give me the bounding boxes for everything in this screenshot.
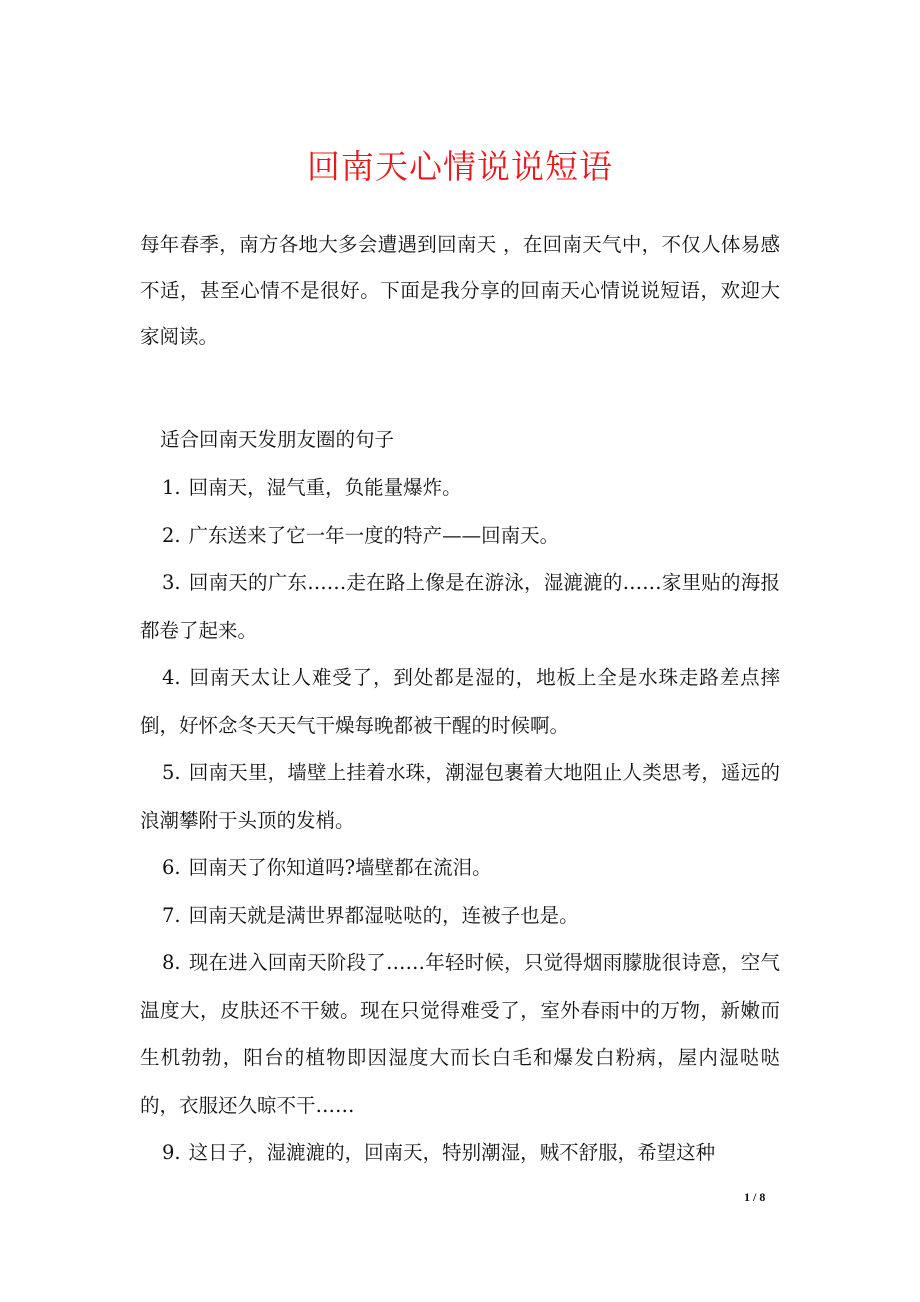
item-number: 7. [162,903,181,927]
item-text: 广东送来了它一年一度的特产——回南天。 [188,523,560,547]
list-item [140,654,780,749]
page-number: 1 / 8 [744,1190,766,1204]
item-text: 回南天的广东……走在路上像是在游泳，湿漉漉的……家里贴的海报都卷了起来。 [140,571,780,642]
item-number: 3. [162,571,181,594]
item-text: 回南天太让人难受了，到处都是湿的，地板上全是水珠走路差点摔倒，好怀念冬天天气干燥每晚都被干醒的时候啊。 [140,666,780,737]
list-item [140,749,780,844]
intro-paragraph: 每年春季，南方各地大多会遭遇到回南天 ，在回南天气中，不仅人体易感不适，甚至心情不是很好。下面是我分享的回南天心情说说短语，欢迎大家阅读。 [140,233,780,348]
list-item [140,892,780,940]
item-number: 4. [162,666,181,689]
item-number: 6. [162,856,181,879]
item-text: 现在进入回南天阶段了……年轻时候，只觉得烟雨朦胧很诗意，空气温度大，皮肤还不干皴。现在只觉得难受了，室外春雨中的万物，新嫩而生机勃勃，阳台的植物即因湿度大而长白毛和爆发白粉病，屋内湿哒哒的，衣服还久晾不干…… [140,951,780,1117]
sentence-list [140,464,780,1177]
item-text: 回南天了你知道吗?墙壁都在流泪。 [188,856,492,879]
item-text: 回南天里，墙壁上挂着水珠，潮湿包裹着大地阻止人类思考，遥远的浪潮攀附于头顶的发梢。 [140,761,780,832]
list-item [140,1129,780,1177]
item-number: 1. [162,476,181,499]
item-number: 5. [162,761,181,784]
item-number: 8. [162,951,181,974]
item-text: 这日子，湿漉漉的，回南天，特别潮湿，贼不舒服，希望这种 [188,1141,716,1164]
list-item [140,464,780,512]
section-heading: 适合回南天发朋友圈的句子 [160,428,395,451]
document-title: 回南天心情说说短语 [307,147,613,186]
list-item [140,559,780,654]
item-text: 回南天，湿气重，负能量爆炸。 [188,476,462,499]
item-text: 回南天就是满世界都湿哒哒的，连被子也是。 [188,903,579,927]
list-item [140,512,780,560]
list-item [140,939,780,1129]
item-number: 2. [162,523,181,547]
list-item [140,844,780,892]
item-number: 9. [162,1141,181,1164]
